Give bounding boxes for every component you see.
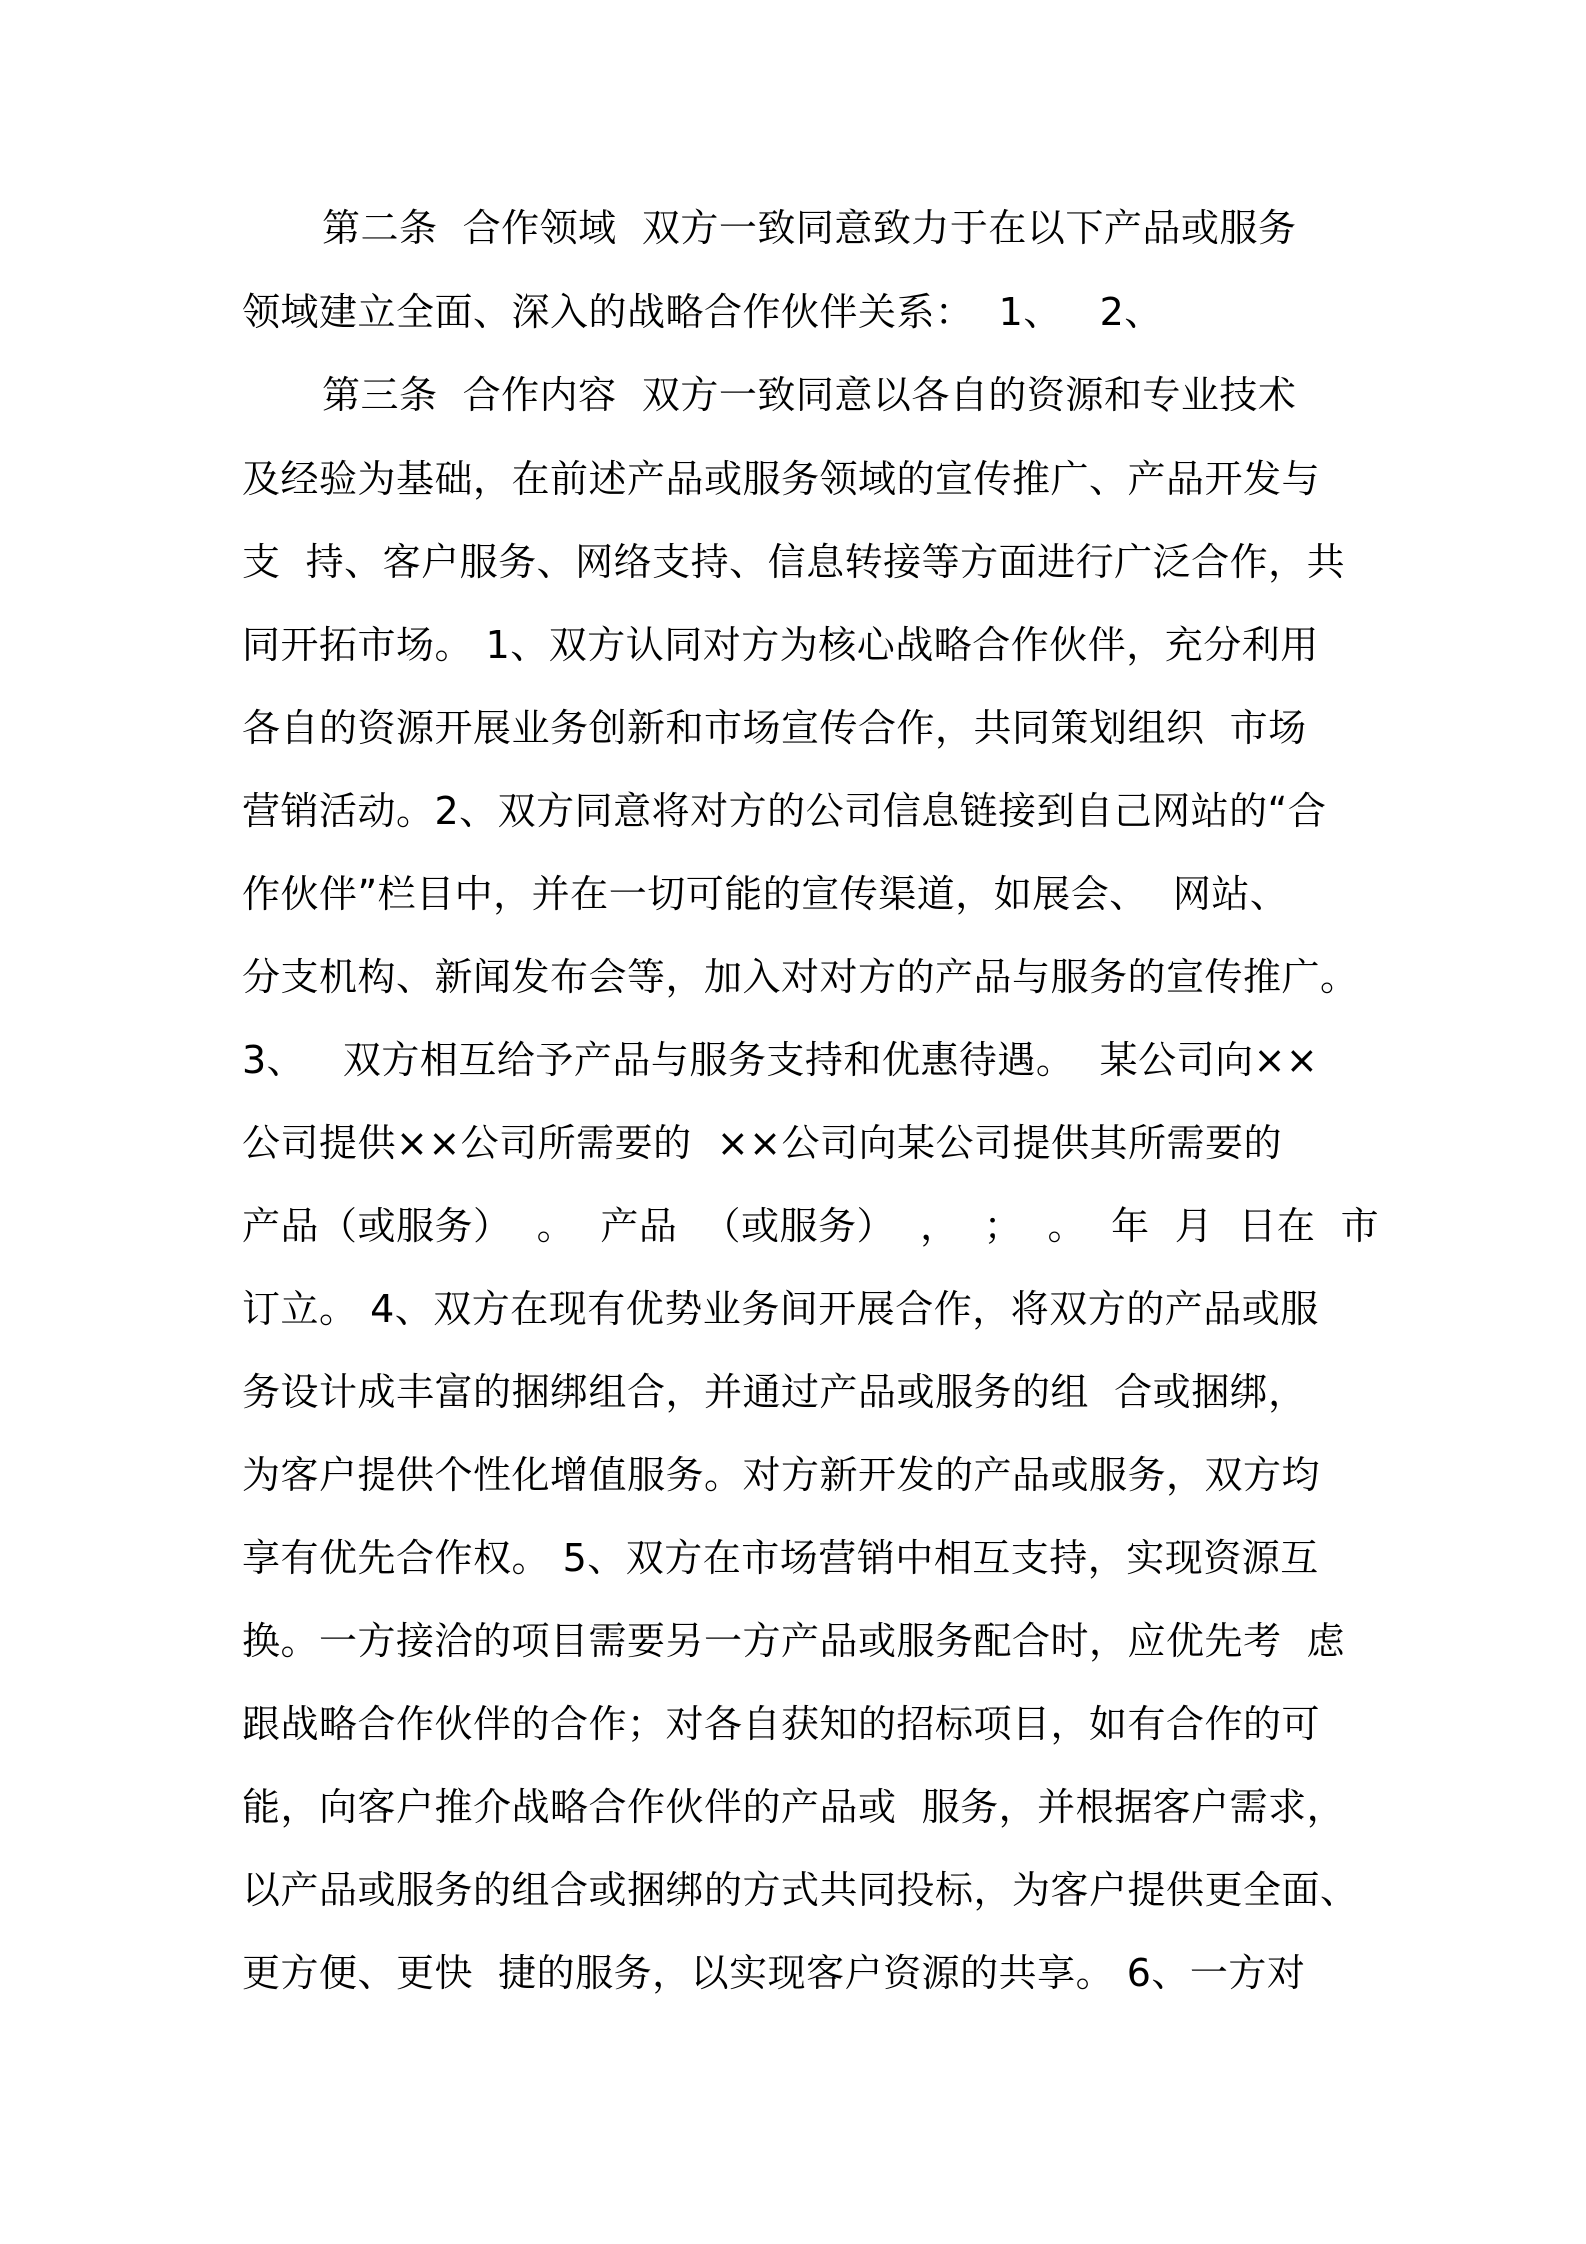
text-line: 享有优先合作权。 5、双方在市场营销中相互支持，实现资源互	[242, 1536, 1319, 1580]
text-line: 营销活动。2、双方同意将对方的公司信息链接到自己网站的“合	[242, 789, 1327, 833]
text-line: 务设计成丰富的捆绑组合，并通过产品或服务的组 合或捆绑，	[242, 1370, 1307, 1414]
text-line: 更方便、更快 捷的服务，以实现客户资源的共享。 6、一方对	[242, 1951, 1306, 1995]
text-line: 换。一方接洽的项目需要另一方产品或服务配合时，应优先考 虑	[242, 1619, 1346, 1663]
text-line: 第三条 合作内容 双方一致同意以各自的资源和专业技术	[322, 373, 1297, 417]
text-line: 能，向客户推介战略合作伙伴的产品或 服务，并根据客户需求，	[242, 1785, 1346, 1829]
text-line: 支 持、客户服务、网络支持、信息转接等方面进行广泛合作，共	[242, 540, 1346, 584]
text-line: 订立。 4、双方在现有优势业务间开展合作，将双方的产品或服	[242, 1287, 1319, 1331]
text-line: 跟战略合作伙伴的合作；对各自获知的招标项目，如有合作的可	[242, 1702, 1321, 1746]
text-line: 各自的资源开展业务创新和市场宣传合作，共同策划组织 市场	[242, 706, 1307, 750]
text-line: 作伙伴”栏目中，并在一切可能的宣传渠道，如展会、 网站、	[242, 872, 1289, 916]
text-line: 同开拓市场。 1、双方认同对方为核心战略合作伙伴，充分利用	[242, 623, 1319, 667]
text-line: 以产品或服务的组合或捆绑的方式共同投标，为客户提供更全面、	[242, 1868, 1359, 1912]
text-line: 第二条 合作领域 双方一致同意致力于在以下产品或服务	[322, 206, 1297, 250]
text-line: 领域建立全面、深入的战略合作伙伴关系： 1、 2、	[242, 290, 1163, 334]
text-line: 公司提供××公司所需要的 ××公司向某公司提供其所需要的	[242, 1121, 1283, 1165]
text-line: 3、 双方相互给予产品与服务支持和优惠待遇。 某公司向××	[242, 1038, 1319, 1082]
text-line: 产品（或服务） 。 产品 （或服务） ， ； 。 年 月 日在 市	[242, 1204, 1380, 1248]
text-line: 分支机构、新闻发布会等，加入对对方的产品与服务的宣传推广。	[242, 955, 1359, 999]
text-line: 及经验为基础，在前述产品或服务领域的宣传推广、产品开发与	[242, 457, 1321, 501]
text-line: 为客户提供个性化增值服务。对方新开发的产品或服务，双方均	[242, 1453, 1321, 1497]
